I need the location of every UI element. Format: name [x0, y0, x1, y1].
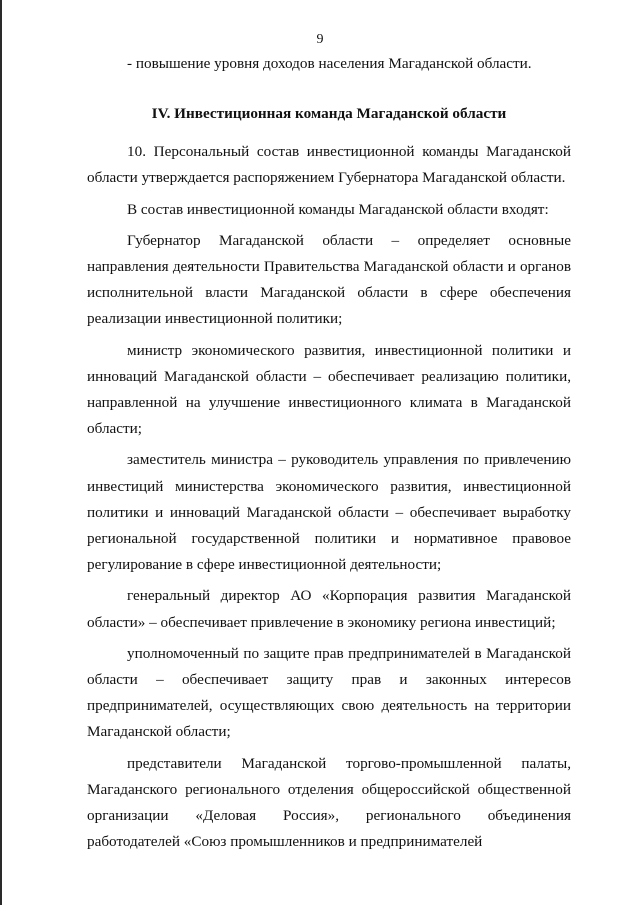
- paragraph-deputy-minister: заместитель министра – руководитель управления по привлечению инвестиций министерства экономического развития, инвестиционной политики и инноваций Магаданской области – обеспечивает выработку региональной государственной политики и нормативное правовое регулирование в сфере инвестиционной деятельности;: [87, 451, 571, 574]
- page-number: 9: [316, 32, 324, 47]
- page-edge-line: [0, 0, 2, 905]
- intro-line: - повышение уровня доходов населения Магаданской области.: [127, 55, 532, 72]
- paragraph-general-director: генеральный директор АО «Корпорация развития Магаданской области» – обеспечивает привлечение в экономику региона инвестиций;: [87, 587, 571, 631]
- paragraph-minister: министр экономического развития, инвестиционной политики и инноваций Магаданской области – обеспечивает реализацию политики, направленной на улучшение инвестиционного климата в Магаданской области;: [87, 341, 571, 438]
- paragraph-governor: Губернатор Магаданской области – определяет основные направления деятельности Правительства Магаданской области и органов исполнительной власти Магаданской области в сфере обеспечения реализации инвестиционной политики;: [87, 231, 571, 328]
- paragraph-10: 10. Персональный состав инвестиционной команды Магаданской области утверждается распоряжением Губернатора Магаданской области.: [87, 143, 571, 187]
- paragraph-ombudsman: уполномоченный по защите прав предпринимателей в Магаданской области – обеспечивает защиту прав и законных интересов предпринимателей, осуществляющих свою деятельность на территории Магаданской области;: [87, 644, 571, 741]
- section-title: IV. Инвестиционная команда Магаданской области: [151, 105, 507, 123]
- paragraph-representatives: представители Магаданской торгово-промышленной палаты, Магаданского регионального отделения общероссийской общественной организации «Деловая Россия», регионального объединения работодателей «Союз промышленников и предпринимателей: [87, 754, 571, 851]
- document-body: [87, 51, 571, 855]
- paragraph-team-intro: В состав инвестиционной команды Магаданской области входят:: [127, 200, 549, 218]
